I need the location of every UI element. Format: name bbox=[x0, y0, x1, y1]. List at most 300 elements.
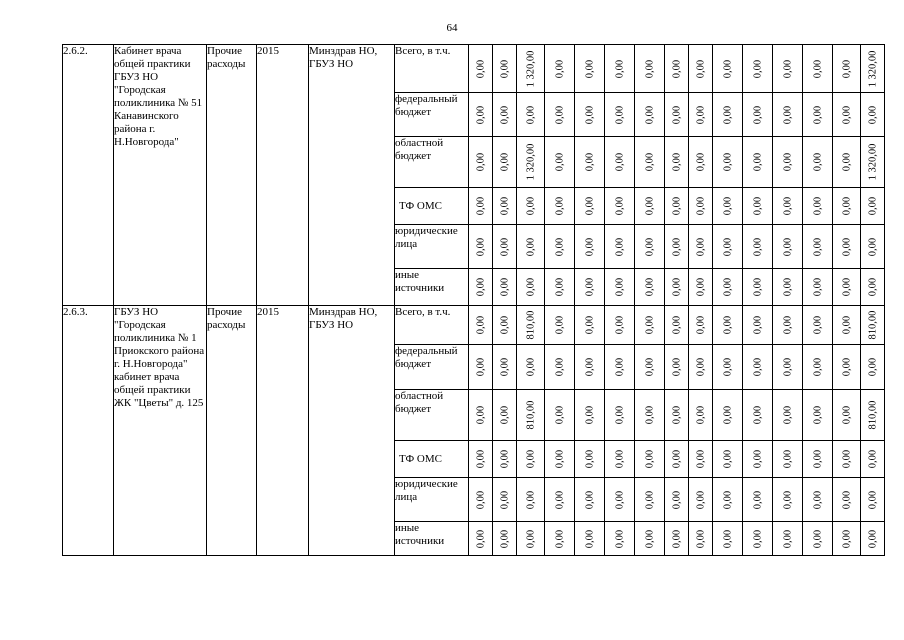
amount-cell bbox=[713, 441, 743, 478]
amount-cell bbox=[861, 137, 885, 188]
amount-cell bbox=[469, 390, 493, 441]
amount-cell bbox=[773, 93, 803, 137]
amount-value: 0,00 bbox=[752, 152, 763, 172]
amount-value: 0,00 bbox=[782, 315, 793, 335]
funding-source: федеральный бюджет bbox=[395, 345, 469, 390]
amount-value: 0,00 bbox=[841, 405, 852, 425]
amount-cell bbox=[517, 225, 545, 269]
amount-value: 0,00 bbox=[499, 59, 510, 78]
amount-cell bbox=[665, 478, 689, 522]
amount-cell bbox=[803, 45, 833, 93]
amount-value: 0,00 bbox=[752, 105, 763, 124]
amount-cell bbox=[773, 225, 803, 269]
amount-cell bbox=[665, 45, 689, 93]
amount-value: 1 320,00 bbox=[525, 143, 536, 181]
amount-value: 0,00 bbox=[752, 449, 763, 469]
amount-value: 0,00 bbox=[752, 196, 763, 216]
amount-value: 0,00 bbox=[614, 405, 625, 425]
amount-value: 0,00 bbox=[644, 237, 655, 256]
amount-cell bbox=[861, 93, 885, 137]
amount-value: 0,00 bbox=[644, 315, 655, 335]
amount-value: 0,00 bbox=[614, 59, 625, 78]
amount-value: 0,00 bbox=[695, 277, 706, 297]
amount-cell bbox=[713, 137, 743, 188]
amount-value: 0,00 bbox=[475, 449, 486, 469]
amount-value: 0,00 bbox=[867, 449, 878, 469]
amount-cell bbox=[635, 345, 665, 390]
amount-value: 0,00 bbox=[812, 405, 823, 425]
amount-cell bbox=[575, 188, 605, 225]
amount-cell bbox=[517, 478, 545, 522]
amount-cell bbox=[773, 345, 803, 390]
amount-cell bbox=[803, 478, 833, 522]
amount-cell bbox=[493, 137, 517, 188]
amount-cell bbox=[803, 269, 833, 306]
table-row bbox=[63, 45, 885, 93]
amount-cell bbox=[861, 478, 885, 522]
amount-cell bbox=[833, 188, 861, 225]
amount-cell bbox=[635, 137, 665, 188]
amount-cell bbox=[689, 137, 713, 188]
amount-cell bbox=[635, 522, 665, 556]
amount-cell bbox=[605, 390, 635, 441]
item-code: 2.6.2. bbox=[63, 45, 114, 306]
amount-cell bbox=[665, 225, 689, 269]
amount-cell bbox=[493, 188, 517, 225]
amount-cell bbox=[689, 522, 713, 556]
funding-source: иные источники bbox=[395, 269, 469, 306]
amount-cell bbox=[517, 137, 545, 188]
amount-value: 0,00 bbox=[644, 405, 655, 425]
amount-value: 0,00 bbox=[782, 405, 793, 425]
amount-cell bbox=[803, 345, 833, 390]
amount-value: 0,00 bbox=[695, 449, 706, 469]
amount-value: 0,00 bbox=[841, 59, 852, 78]
amount-value: 0,00 bbox=[841, 357, 852, 377]
amount-cell bbox=[803, 225, 833, 269]
item-name: Кабинет врача общей практики ГБУЗ НО "Городская поликлиника № 51 Канавинского района г. Н.Новгорода" bbox=[114, 45, 207, 306]
amount-cell bbox=[575, 441, 605, 478]
amount-cell bbox=[665, 188, 689, 225]
amount-value: 0,00 bbox=[554, 237, 565, 256]
amount-cell bbox=[635, 478, 665, 522]
amount-value: 0,00 bbox=[722, 237, 733, 256]
amount-value: 0,00 bbox=[841, 490, 852, 509]
amount-value: 0,00 bbox=[614, 237, 625, 256]
amount-cell bbox=[861, 390, 885, 441]
amount-cell bbox=[605, 306, 635, 345]
amount-value: 0,00 bbox=[841, 196, 852, 216]
amount-cell bbox=[635, 390, 665, 441]
amount-cell bbox=[833, 522, 861, 556]
amount-cell bbox=[575, 45, 605, 93]
amount-cell bbox=[713, 478, 743, 522]
year: 2015 bbox=[257, 306, 309, 556]
amount-value: 0,00 bbox=[584, 59, 595, 78]
amount-cell bbox=[773, 269, 803, 306]
amount-value: 0,00 bbox=[499, 152, 510, 172]
amount-cell bbox=[605, 522, 635, 556]
amount-value: 0,00 bbox=[554, 449, 565, 469]
amount-cell bbox=[575, 478, 605, 522]
amount-cell bbox=[469, 269, 493, 306]
amount-cell bbox=[545, 390, 575, 441]
amount-value: 0,00 bbox=[525, 529, 536, 548]
amount-cell bbox=[743, 225, 773, 269]
amount-cell bbox=[635, 269, 665, 306]
funding-source: ТФ ОМС bbox=[395, 441, 469, 478]
amount-value: 0,00 bbox=[499, 237, 510, 256]
amount-cell bbox=[517, 45, 545, 93]
amount-value: 810,00 bbox=[867, 400, 878, 430]
amount-cell bbox=[833, 137, 861, 188]
amount-value: 0,00 bbox=[695, 237, 706, 256]
amount-value: 0,00 bbox=[475, 529, 486, 548]
amount-value: 0,00 bbox=[695, 152, 706, 172]
amount-cell bbox=[545, 441, 575, 478]
amount-value: 0,00 bbox=[752, 357, 763, 377]
amount-cell bbox=[493, 522, 517, 556]
funding-source: Всего, в т.ч. bbox=[395, 306, 469, 345]
amount-value: 0,00 bbox=[614, 315, 625, 335]
amount-value: 0,00 bbox=[554, 277, 565, 297]
amount-value: 0,00 bbox=[525, 357, 536, 377]
amount-value: 0,00 bbox=[722, 196, 733, 216]
amount-value: 0,00 bbox=[614, 105, 625, 124]
amount-cell bbox=[773, 390, 803, 441]
amount-cell bbox=[713, 269, 743, 306]
amount-cell bbox=[517, 441, 545, 478]
amount-value: 0,00 bbox=[812, 105, 823, 124]
amount-value: 0,00 bbox=[554, 405, 565, 425]
amount-value: 0,00 bbox=[671, 277, 682, 297]
amount-cell bbox=[833, 45, 861, 93]
amount-cell bbox=[833, 225, 861, 269]
amount-value: 0,00 bbox=[722, 357, 733, 377]
amount-cell bbox=[773, 306, 803, 345]
amount-value: 0,00 bbox=[644, 277, 655, 297]
funding-source: ТФ ОМС bbox=[395, 188, 469, 225]
amount-value: 0,00 bbox=[499, 357, 510, 377]
amount-cell bbox=[689, 441, 713, 478]
amount-value: 0,00 bbox=[722, 405, 733, 425]
amount-value: 0,00 bbox=[475, 237, 486, 256]
amount-cell bbox=[689, 478, 713, 522]
amount-value: 0,00 bbox=[722, 490, 733, 509]
amount-cell bbox=[575, 225, 605, 269]
amount-cell bbox=[493, 45, 517, 93]
amount-value: 0,00 bbox=[584, 152, 595, 172]
amount-cell bbox=[861, 188, 885, 225]
amount-cell bbox=[743, 269, 773, 306]
amount-cell bbox=[803, 188, 833, 225]
amount-cell bbox=[665, 137, 689, 188]
amount-value: 0,00 bbox=[614, 490, 625, 509]
amount-cell bbox=[713, 345, 743, 390]
amount-cell bbox=[803, 93, 833, 137]
amount-cell bbox=[605, 188, 635, 225]
amount-value: 0,00 bbox=[644, 449, 655, 469]
amount-cell bbox=[545, 345, 575, 390]
expense-type: Прочие расходы bbox=[207, 45, 257, 306]
amount-cell bbox=[833, 345, 861, 390]
amount-cell bbox=[493, 93, 517, 137]
amount-value: 0,00 bbox=[812, 196, 823, 216]
amount-cell bbox=[743, 306, 773, 345]
amount-cell bbox=[469, 137, 493, 188]
amount-value: 0,00 bbox=[525, 277, 536, 297]
amount-value: 0,00 bbox=[782, 529, 793, 548]
amount-value: 0,00 bbox=[525, 196, 536, 216]
amount-value: 0,00 bbox=[695, 196, 706, 216]
amount-value: 0,00 bbox=[584, 196, 595, 216]
amount-cell bbox=[517, 269, 545, 306]
amount-value: 1 320,00 bbox=[867, 143, 878, 181]
amount-value: 0,00 bbox=[867, 490, 878, 509]
amount-cell bbox=[605, 345, 635, 390]
amount-value: 0,00 bbox=[671, 105, 682, 124]
amount-value: 0,00 bbox=[752, 529, 763, 548]
amount-value: 0,00 bbox=[695, 105, 706, 124]
amount-cell bbox=[469, 345, 493, 390]
amount-value: 0,00 bbox=[782, 196, 793, 216]
amount-value: 0,00 bbox=[499, 315, 510, 335]
amount-value: 0,00 bbox=[695, 490, 706, 509]
amount-cell bbox=[635, 306, 665, 345]
amount-cell bbox=[833, 306, 861, 345]
amount-cell bbox=[689, 45, 713, 93]
year: 2015 bbox=[257, 45, 309, 306]
amount-cell bbox=[469, 45, 493, 93]
amount-value: 0,00 bbox=[867, 357, 878, 377]
amount-cell bbox=[545, 188, 575, 225]
amount-value: 810,00 bbox=[525, 310, 536, 340]
amount-value: 0,00 bbox=[867, 277, 878, 297]
amount-value: 0,00 bbox=[812, 315, 823, 335]
amount-value: 0,00 bbox=[867, 237, 878, 256]
amount-cell bbox=[713, 188, 743, 225]
amount-value: 810,00 bbox=[867, 310, 878, 340]
amount-value: 0,00 bbox=[752, 490, 763, 509]
amount-cell bbox=[773, 522, 803, 556]
amount-cell bbox=[469, 188, 493, 225]
amount-value: 0,00 bbox=[475, 277, 486, 297]
amount-value: 0,00 bbox=[722, 152, 733, 172]
amount-cell bbox=[713, 45, 743, 93]
funding-source: федеральный бюджет bbox=[395, 93, 469, 137]
amount-value: 0,00 bbox=[752, 237, 763, 256]
amount-cell bbox=[743, 345, 773, 390]
amount-cell bbox=[493, 269, 517, 306]
amount-cell bbox=[861, 45, 885, 93]
amount-cell bbox=[517, 345, 545, 390]
amount-value: 0,00 bbox=[722, 449, 733, 469]
amount-value: 0,00 bbox=[499, 196, 510, 216]
table-row bbox=[63, 306, 885, 345]
amount-cell bbox=[605, 478, 635, 522]
amount-value: 0,00 bbox=[812, 277, 823, 297]
amount-cell bbox=[493, 306, 517, 345]
amount-value: 0,00 bbox=[671, 357, 682, 377]
funding-source: Всего, в т.ч. bbox=[395, 45, 469, 93]
amount-value: 0,00 bbox=[841, 529, 852, 548]
amount-value: 0,00 bbox=[584, 449, 595, 469]
amount-cell bbox=[545, 269, 575, 306]
amount-cell bbox=[545, 306, 575, 345]
amount-value: 1 320,00 bbox=[867, 50, 878, 87]
amount-cell bbox=[493, 441, 517, 478]
amount-value: 0,00 bbox=[812, 490, 823, 509]
amount-value: 1 320,00 bbox=[525, 50, 536, 87]
amount-cell bbox=[665, 390, 689, 441]
amount-cell bbox=[689, 390, 713, 441]
amount-cell bbox=[575, 390, 605, 441]
amount-value: 0,00 bbox=[812, 449, 823, 469]
amount-cell bbox=[861, 522, 885, 556]
amount-value: 0,00 bbox=[695, 315, 706, 335]
amount-value: 0,00 bbox=[722, 529, 733, 548]
amount-value: 0,00 bbox=[671, 315, 682, 335]
amount-cell bbox=[689, 188, 713, 225]
amount-value: 0,00 bbox=[812, 152, 823, 172]
amount-value: 0,00 bbox=[752, 315, 763, 335]
amount-value: 0,00 bbox=[671, 449, 682, 469]
amount-cell bbox=[689, 269, 713, 306]
amount-value: 0,00 bbox=[475, 405, 486, 425]
amount-cell bbox=[743, 137, 773, 188]
amount-cell bbox=[605, 93, 635, 137]
expense-type: Прочие расходы bbox=[207, 306, 257, 556]
amount-cell bbox=[545, 478, 575, 522]
item-name: ГБУЗ НО "Городская поликлиника № 1 Приокского района г. Н.Новгорода" кабинет врача общей практики ЖК "Цветы" д. 125 bbox=[114, 306, 207, 556]
amount-cell bbox=[469, 93, 493, 137]
amount-cell bbox=[833, 93, 861, 137]
amount-value: 0,00 bbox=[499, 277, 510, 297]
amount-value: 0,00 bbox=[644, 105, 655, 124]
amount-value: 0,00 bbox=[614, 529, 625, 548]
amount-cell bbox=[635, 441, 665, 478]
amount-value: 0,00 bbox=[841, 152, 852, 172]
amount-value: 0,00 bbox=[584, 490, 595, 509]
amount-value: 0,00 bbox=[644, 357, 655, 377]
amount-cell bbox=[517, 522, 545, 556]
amount-cell bbox=[517, 306, 545, 345]
amount-value: 0,00 bbox=[584, 529, 595, 548]
executor: Минздрав НО, ГБУЗ НО bbox=[309, 306, 395, 556]
amount-cell bbox=[713, 390, 743, 441]
amount-cell bbox=[833, 478, 861, 522]
amount-cell bbox=[545, 522, 575, 556]
amount-value: 0,00 bbox=[554, 357, 565, 377]
amount-value: 0,00 bbox=[752, 59, 763, 78]
amount-value: 0,00 bbox=[722, 59, 733, 78]
amount-value: 0,00 bbox=[782, 59, 793, 78]
amount-value: 0,00 bbox=[614, 152, 625, 172]
amount-cell bbox=[635, 188, 665, 225]
amount-cell bbox=[689, 93, 713, 137]
amount-cell bbox=[833, 269, 861, 306]
amount-value: 0,00 bbox=[867, 529, 878, 548]
amount-cell bbox=[689, 306, 713, 345]
amount-value: 0,00 bbox=[554, 105, 565, 124]
amount-value: 0,00 bbox=[671, 152, 682, 172]
amount-cell bbox=[545, 45, 575, 93]
amount-value: 0,00 bbox=[499, 105, 510, 124]
amount-value: 0,00 bbox=[782, 105, 793, 124]
amount-cell bbox=[773, 188, 803, 225]
amount-value: 0,00 bbox=[554, 529, 565, 548]
amount-value: 0,00 bbox=[584, 237, 595, 256]
amount-cell bbox=[803, 441, 833, 478]
amount-value: 0,00 bbox=[782, 277, 793, 297]
amount-cell bbox=[861, 441, 885, 478]
amount-value: 0,00 bbox=[475, 315, 486, 335]
amount-cell bbox=[803, 306, 833, 345]
amount-value: 0,00 bbox=[841, 237, 852, 256]
amount-value: 0,00 bbox=[614, 277, 625, 297]
amount-cell bbox=[545, 93, 575, 137]
amount-value: 0,00 bbox=[812, 529, 823, 548]
funding-source: областной бюджет bbox=[395, 390, 469, 441]
amount-cell bbox=[773, 441, 803, 478]
amount-value: 0,00 bbox=[671, 490, 682, 509]
amount-cell bbox=[469, 478, 493, 522]
amount-value: 0,00 bbox=[671, 237, 682, 256]
amount-cell bbox=[493, 478, 517, 522]
amount-cell bbox=[493, 345, 517, 390]
amount-cell bbox=[635, 225, 665, 269]
amount-value: 0,00 bbox=[525, 105, 536, 124]
amount-value: 0,00 bbox=[499, 490, 510, 509]
budget-table-body bbox=[63, 45, 885, 556]
amount-cell bbox=[713, 93, 743, 137]
budget-table bbox=[62, 44, 885, 556]
amount-value: 0,00 bbox=[695, 405, 706, 425]
amount-value: 0,00 bbox=[695, 357, 706, 377]
amount-value: 0,00 bbox=[644, 490, 655, 509]
amount-value: 0,00 bbox=[644, 529, 655, 548]
amount-cell bbox=[469, 522, 493, 556]
funding-source: юридические лица bbox=[395, 225, 469, 269]
amount-value: 0,00 bbox=[475, 196, 486, 216]
amount-cell bbox=[575, 269, 605, 306]
amount-value: 0,00 bbox=[722, 105, 733, 124]
amount-cell bbox=[773, 478, 803, 522]
page-number: 64 bbox=[446, 22, 458, 34]
amount-value: 0,00 bbox=[644, 196, 655, 216]
funding-source: областной бюджет bbox=[395, 137, 469, 188]
amount-cell bbox=[665, 269, 689, 306]
amount-value: 0,00 bbox=[614, 449, 625, 469]
funding-source: иные источники bbox=[395, 522, 469, 556]
amount-cell bbox=[689, 225, 713, 269]
amount-value: 0,00 bbox=[867, 105, 878, 124]
amount-cell bbox=[803, 390, 833, 441]
amount-cell bbox=[743, 93, 773, 137]
amount-cell bbox=[665, 522, 689, 556]
amount-value: 0,00 bbox=[584, 277, 595, 297]
funding-source: юридические лица bbox=[395, 478, 469, 522]
amount-value: 0,00 bbox=[499, 449, 510, 469]
amount-value: 0,00 bbox=[614, 357, 625, 377]
amount-cell bbox=[773, 45, 803, 93]
amount-value: 0,00 bbox=[554, 315, 565, 335]
amount-cell bbox=[575, 345, 605, 390]
amount-cell bbox=[665, 306, 689, 345]
amount-value: 0,00 bbox=[644, 152, 655, 172]
amount-cell bbox=[713, 225, 743, 269]
amount-value: 0,00 bbox=[782, 152, 793, 172]
